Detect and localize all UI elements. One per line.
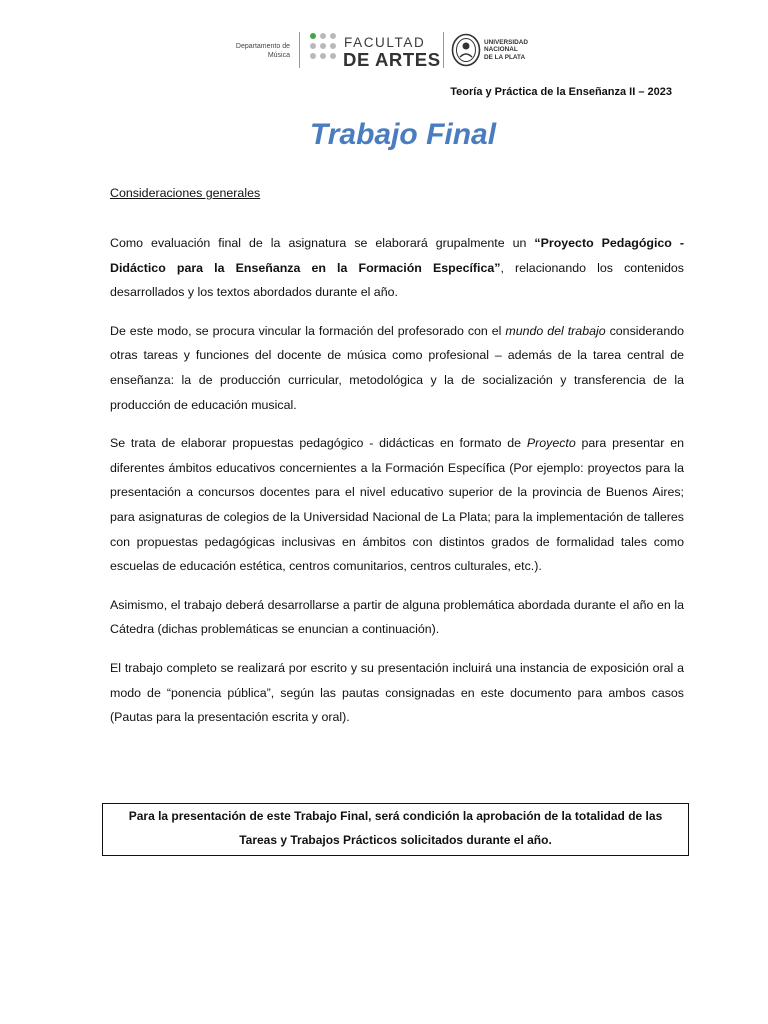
notice-line: Tareas y Trabajos Prácticos solicitados durante el año. <box>239 833 552 847</box>
faculty-dots-logo-icon <box>310 33 340 67</box>
divider <box>299 32 300 68</box>
paragraph: Como evaluación final de la asignatura se elaborará grupalmente un “Proyecto Pedagógico - Didáctico para la Enseñanza en la Formación Específica”, relacionando los contenidos desarrollados y los textos abordados durante el año. <box>110 236 684 300</box>
university-seal-icon <box>451 33 481 67</box>
section-heading: Consideraciones generales <box>110 186 261 200</box>
paragraph: Asimismo, el trabajo deberá desarrollarse a partir de alguna problemática abordada durante el año en la Cátedra (dichas problemáticas se enuncian a continuación). <box>110 597 684 637</box>
university-name: UNIVERSIDAD NACIONAL DE LA PLATA <box>484 39 529 61</box>
document-header <box>0 30 768 72</box>
notice-box <box>102 803 689 856</box>
faculty-name-top: FACULTAD <box>344 35 426 50</box>
faculty-name-bottom: DE ARTES <box>343 49 441 70</box>
paragraph: De este modo, se procura vincular la formación del profesorado con el mundo del trabajo considerando otras tareas y funciones del docente de música como profesional – además de la tarea central de enseñanza: la de producción curricular, metodológica y la de socialización y transferencia de la producción de educación musical. <box>110 323 684 412</box>
divider <box>443 32 444 68</box>
course-label: Teoría y Práctica de la Enseñanza II – 2023 <box>450 86 672 98</box>
body-text <box>110 231 684 744</box>
page-title: Trabajo Final <box>309 118 497 151</box>
paragraph: El trabajo completo se realizará por escrito y su presentación incluirá una instancia de exposición oral a modo de “ponencia pública”, según las pautas consignadas en este documento para ambos casos (Pautas para la presentación escrita y oral). <box>110 660 684 725</box>
notice-line: Para la presentación de este Trabajo Final, será condición la aprobación de la totalidad de las <box>128 809 663 823</box>
department-label: Departamento de Música <box>235 43 290 59</box>
paragraph: Se trata de elaborar propuestas pedagógico - didácticas en formato de Proyecto para presentar en diferentes ámbitos educativos concernientes a la Formación Específica (Por ejemplo: proyectos para la presentación a concursos docentes para el nivel educativo superior de la provincia de Buenos Aires; para asignaturas de colegios de la Universidad Nacional de La Plata; para la implementación de talleres con propuestas pedagógicas inclusivas en ámbitos con distintos grados de formalidad tales como escuelas de educación estética, centros comunitarios, centros culturales, etc.). <box>110 436 684 574</box>
